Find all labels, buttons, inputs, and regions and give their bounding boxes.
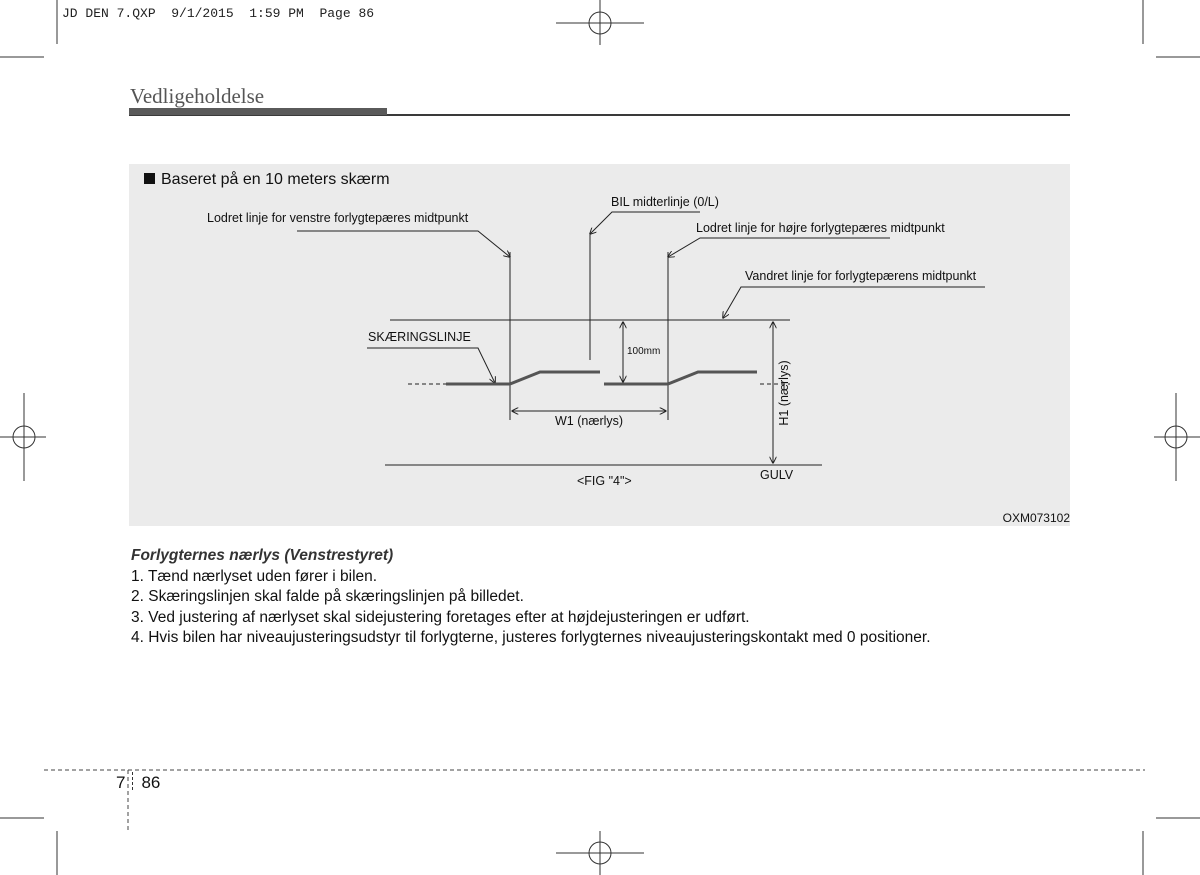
- label-left-vertical: Lodret linje for venstre forlygtepæres midtpunkt: [207, 211, 469, 225]
- label-w1: W1 (nærlys): [555, 414, 624, 428]
- label-horizontal-line: Vandret linje for forlygtepærens midtpunkt: [745, 269, 977, 283]
- figure-note-text: Baseret på en 10 meters skærm: [161, 171, 390, 188]
- label-right-vertical: Lodret linje for højre forlygtepæres midtpunkt: [696, 221, 945, 235]
- print-slug: JD DEN 7.QXP 9/1/2015 1:59 PM Page 86: [62, 6, 375, 21]
- label-h1: H1 (nærlys): [777, 360, 791, 426]
- leader-center: [590, 212, 700, 234]
- cutoff-profile-left: [446, 372, 600, 384]
- figure-caption: <FIG "4">: [577, 474, 632, 488]
- instructions-block: [131, 546, 1131, 649]
- chapter-number: 7: [116, 773, 126, 792]
- leader-cutoff: [367, 348, 495, 383]
- instruction-step: 4. Hvis bilen har niveaujusteringsudstyr til forlygterne, justeres forlygternes niveaujusteringskontakt med 0 positioner.: [131, 629, 931, 646]
- instruction-step: 3. Ved justering af nærlyset skal sidejustering foretages efter at højdejusteringen er udført.: [131, 608, 750, 626]
- label-100mm: 100mm: [627, 346, 661, 357]
- label-floor: GULV: [760, 468, 794, 482]
- instruction-step: 1. Tænd nærlyset uden fører i bilen.: [131, 567, 378, 585]
- cutoff-profile-right: [604, 372, 757, 384]
- label-cutoff-line: SKÆRINGSLINJE: [368, 330, 471, 344]
- page-number-value: 86: [141, 773, 161, 792]
- instruction-step: 2. Skæringslinjen skal falde på skæringslinjen på billedet.: [131, 588, 524, 605]
- leader-right: [668, 238, 890, 257]
- label-car-centerline: BIL midterlinje (0/L): [611, 195, 719, 209]
- page-number-separator: [132, 772, 134, 790]
- page-number: [116, 772, 160, 793]
- leader-left: [297, 231, 510, 257]
- instructions-subhead: Forlygternes nærlys (Venstrestyret): [131, 547, 394, 564]
- section-title: Vedligeholdelse: [130, 84, 265, 108]
- leader-horizontal: [723, 287, 985, 318]
- figure-code: OXM073102: [1002, 511, 1070, 525]
